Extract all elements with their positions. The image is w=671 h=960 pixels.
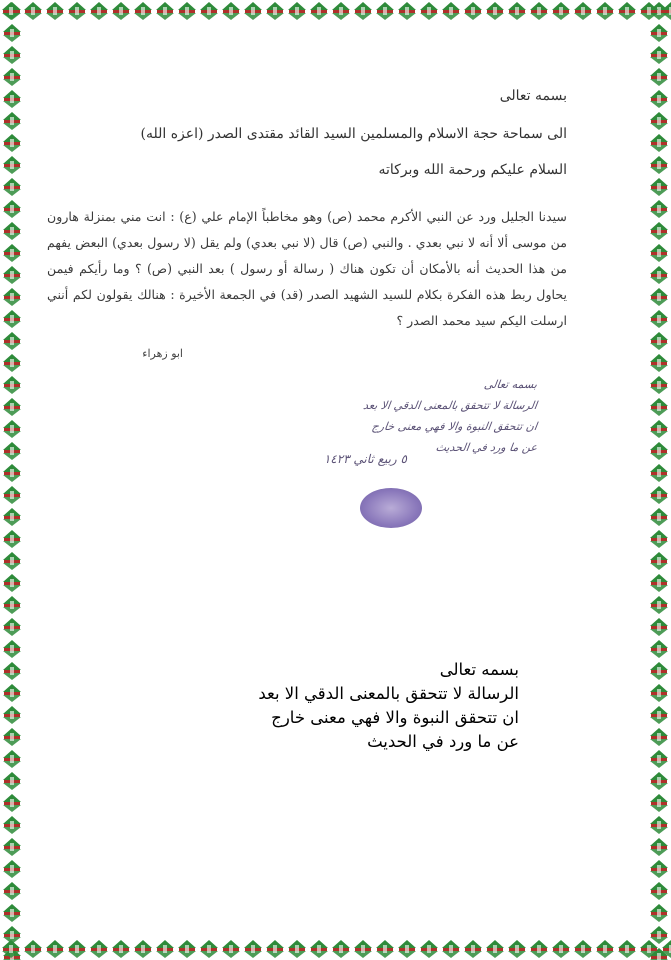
border-ornament-icon	[2, 375, 22, 395]
border-ornament-icon	[649, 133, 669, 153]
border-ornament-icon	[287, 939, 307, 959]
border-ornament-icon	[309, 939, 329, 959]
left-border	[0, 0, 24, 960]
border-ornament-icon	[2, 243, 22, 263]
border-ornament-icon	[199, 939, 219, 959]
border-ornament-icon	[595, 1, 615, 21]
border-ornament-icon	[419, 1, 439, 21]
border-ornament-icon	[649, 771, 669, 791]
border-ornament-icon	[331, 1, 351, 21]
border-ornament-icon	[2, 67, 22, 87]
border-ornament-icon	[649, 815, 669, 835]
border-ornament-icon	[649, 243, 669, 263]
handwritten-line: الرسالة لا تتحقق بالمعنى الدقي الا بعد	[362, 399, 538, 412]
border-ornament-icon	[649, 375, 669, 395]
border-ornament-icon	[2, 903, 22, 923]
border-ornament-icon	[397, 1, 417, 21]
border-ornament-icon	[419, 939, 439, 959]
top-border	[0, 0, 671, 22]
transcription-line: ان تتحقق النبوة والا فهي معنى خارج	[271, 708, 519, 727]
border-ornament-icon	[2, 221, 22, 241]
border-ornament-icon	[661, 939, 671, 959]
border-ornament-icon	[2, 595, 22, 615]
border-ornament-icon	[2, 419, 22, 439]
border-ornament-icon	[649, 287, 669, 307]
border-ornament-icon	[375, 939, 395, 959]
border-ornament-icon	[507, 939, 527, 959]
border-ornament-icon	[649, 419, 669, 439]
transcription-line: عن ما ورد في الحديث	[367, 732, 519, 751]
border-ornament-icon	[23, 1, 43, 21]
border-ornament-icon	[485, 939, 505, 959]
border-ornament-icon	[1, 1, 21, 21]
border-ornament-icon	[649, 683, 669, 703]
border-ornament-icon	[529, 1, 549, 21]
border-ornament-icon	[2, 881, 22, 901]
border-ornament-icon	[2, 463, 22, 483]
border-ornament-icon	[45, 1, 65, 21]
border-ornament-icon	[2, 793, 22, 813]
border-ornament-icon	[649, 837, 669, 857]
letter-greeting: السلام عليكم ورحمة الله وبركاته	[378, 162, 567, 178]
border-ornament-icon	[649, 881, 669, 901]
border-ornament-icon	[639, 1, 659, 21]
border-ornament-icon	[649, 661, 669, 681]
border-ornament-icon	[2, 859, 22, 879]
border-ornament-icon	[2, 727, 22, 747]
border-ornament-icon	[67, 939, 87, 959]
border-ornament-icon	[2, 485, 22, 505]
border-ornament-icon	[617, 1, 637, 21]
border-ornament-icon	[2, 551, 22, 571]
border-ornament-icon	[2, 133, 22, 153]
border-ornament-icon	[649, 793, 669, 813]
border-ornament-icon	[2, 705, 22, 725]
border-ornament-icon	[375, 1, 395, 21]
border-ornament-icon	[2, 661, 22, 681]
border-ornament-icon	[265, 1, 285, 21]
border-ornament-icon	[2, 23, 22, 43]
border-ornament-icon	[2, 639, 22, 659]
border-ornament-icon	[243, 1, 263, 21]
border-ornament-icon	[89, 939, 109, 959]
border-ornament-icon	[199, 1, 219, 21]
transcription-line: بسمه تعالى	[439, 660, 519, 679]
border-ornament-icon	[2, 89, 22, 109]
border-ornament-icon	[2, 837, 22, 857]
border-ornament-icon	[649, 529, 669, 549]
border-ornament-icon	[649, 353, 669, 373]
border-ornament-icon	[221, 1, 241, 21]
border-ornament-icon	[649, 573, 669, 593]
border-ornament-icon	[67, 1, 87, 21]
handwritten-date: ٥ ربيع ثاني ١٤٢٣	[323, 452, 407, 466]
border-ornament-icon	[2, 749, 22, 769]
border-ornament-icon	[2, 529, 22, 549]
border-ornament-icon	[441, 1, 461, 21]
seal-stamp	[360, 488, 422, 528]
border-ornament-icon	[23, 939, 43, 959]
bottom-border	[0, 938, 671, 960]
border-ornament-icon	[155, 939, 175, 959]
border-ornament-icon	[353, 1, 373, 21]
border-ornament-icon	[89, 1, 109, 21]
border-ornament-icon	[2, 45, 22, 65]
letter-sender: ابو زهراء	[142, 347, 183, 360]
border-ornament-icon	[649, 639, 669, 659]
border-ornament-icon	[441, 939, 461, 959]
border-ornament-icon	[649, 749, 669, 769]
border-ornament-icon	[2, 815, 22, 835]
border-ornament-icon	[649, 309, 669, 329]
border-ornament-icon	[485, 1, 505, 21]
border-ornament-icon	[45, 939, 65, 959]
border-ornament-icon	[463, 1, 483, 21]
border-ornament-icon	[649, 199, 669, 219]
border-ornament-icon	[2, 155, 22, 175]
border-ornament-icon	[243, 939, 263, 959]
border-ornament-icon	[649, 397, 669, 417]
border-ornament-icon	[463, 939, 483, 959]
border-ornament-icon	[155, 1, 175, 21]
handwritten-line: بسمه تعالى	[483, 378, 538, 391]
border-ornament-icon	[649, 45, 669, 65]
border-ornament-icon	[595, 939, 615, 959]
border-ornament-icon	[2, 353, 22, 373]
border-ornament-icon	[649, 111, 669, 131]
border-ornament-icon	[2, 683, 22, 703]
border-ornament-icon	[649, 155, 669, 175]
border-ornament-icon	[617, 939, 637, 959]
border-ornament-icon	[111, 1, 131, 21]
answer-transcription	[258, 658, 519, 754]
border-ornament-icon	[639, 939, 659, 959]
border-ornament-icon	[133, 1, 153, 21]
handwritten-line: عن ما ورد في الحديث	[434, 441, 538, 454]
letter-page	[24, 22, 647, 938]
border-ornament-icon	[331, 939, 351, 959]
border-ornament-icon	[649, 441, 669, 461]
border-ornament-icon	[2, 287, 22, 307]
border-ornament-icon	[2, 617, 22, 637]
border-ornament-icon	[649, 23, 669, 43]
border-ornament-icon	[649, 507, 669, 527]
transcription-line: الرسالة لا تتحقق بالمعنى الدقي الا بعد	[258, 684, 519, 703]
letter-addressee: الى سماحة حجة الاسلام والمسلمين السيد القائد مقتدى الصدر (اعزه الله)	[140, 126, 567, 142]
border-ornament-icon	[649, 903, 669, 923]
border-ornament-icon	[2, 331, 22, 351]
letter-body: سيدنا الجليل ورد عن النبي الأكرم محمد (ص) وهو مخاطباً الإمام علي (ع) : انت مني بمنزلة هارون من موسى ألا أنه لا نبي بعدي . والنبي (ص) قال (لا نبي بعدي) ولم يقل (لا رسول بعدي) البعض يفهم من هذا الحديث أنه بالأمكان أن تكون هناك ( رسالة أو رسول ) بعد النبي (ص) ؟ وما رأيكم فيمن يحاول ربط هذه الفكرة بكلام للسيد الشهيد الصدر (قد) في الجمعة الأخيرة : هنالك يقولون لكم أنني ارسلت اليكم سيد محمد الصدر ؟	[47, 209, 567, 328]
border-ornament-icon	[649, 617, 669, 637]
border-ornament-icon	[1, 939, 21, 959]
border-ornament-icon	[573, 1, 593, 21]
border-ornament-icon	[309, 1, 329, 21]
border-ornament-icon	[177, 1, 197, 21]
handwritten-answer	[317, 374, 537, 458]
border-ornament-icon	[133, 939, 153, 959]
border-ornament-icon	[649, 463, 669, 483]
border-ornament-icon	[2, 265, 22, 285]
border-ornament-icon	[2, 199, 22, 219]
border-ornament-icon	[649, 331, 669, 351]
border-ornament-icon	[649, 595, 669, 615]
letter-basmala: بسمه تعالى	[499, 88, 567, 104]
border-ornament-icon	[265, 939, 285, 959]
border-ornament-icon	[221, 939, 241, 959]
border-ornament-icon	[649, 89, 669, 109]
border-ornament-icon	[551, 939, 571, 959]
border-ornament-icon	[649, 67, 669, 87]
border-ornament-icon	[2, 573, 22, 593]
border-ornament-icon	[551, 1, 571, 21]
border-ornament-icon	[2, 309, 22, 329]
border-ornament-icon	[649, 221, 669, 241]
border-ornament-icon	[649, 727, 669, 747]
border-ornament-icon	[2, 441, 22, 461]
border-ornament-icon	[573, 939, 593, 959]
border-ornament-icon	[353, 939, 373, 959]
border-ornament-icon	[397, 939, 417, 959]
border-ornament-icon	[649, 485, 669, 505]
border-ornament-icon	[507, 1, 527, 21]
border-ornament-icon	[287, 1, 307, 21]
border-ornament-icon	[2, 111, 22, 131]
border-ornament-icon	[649, 177, 669, 197]
border-ornament-icon	[177, 939, 197, 959]
border-ornament-icon	[2, 507, 22, 527]
border-ornament-icon	[649, 859, 669, 879]
border-ornament-icon	[2, 397, 22, 417]
right-border	[647, 0, 671, 960]
border-ornament-icon	[111, 939, 131, 959]
border-ornament-icon	[649, 705, 669, 725]
border-ornament-icon	[649, 551, 669, 571]
border-ornament-icon	[2, 771, 22, 791]
border-ornament-icon	[661, 1, 671, 21]
handwritten-line: ان تتحقق النبوة والا فهي معنى خارج	[370, 420, 538, 433]
border-ornament-icon	[2, 177, 22, 197]
border-ornament-icon	[529, 939, 549, 959]
border-ornament-icon	[649, 265, 669, 285]
